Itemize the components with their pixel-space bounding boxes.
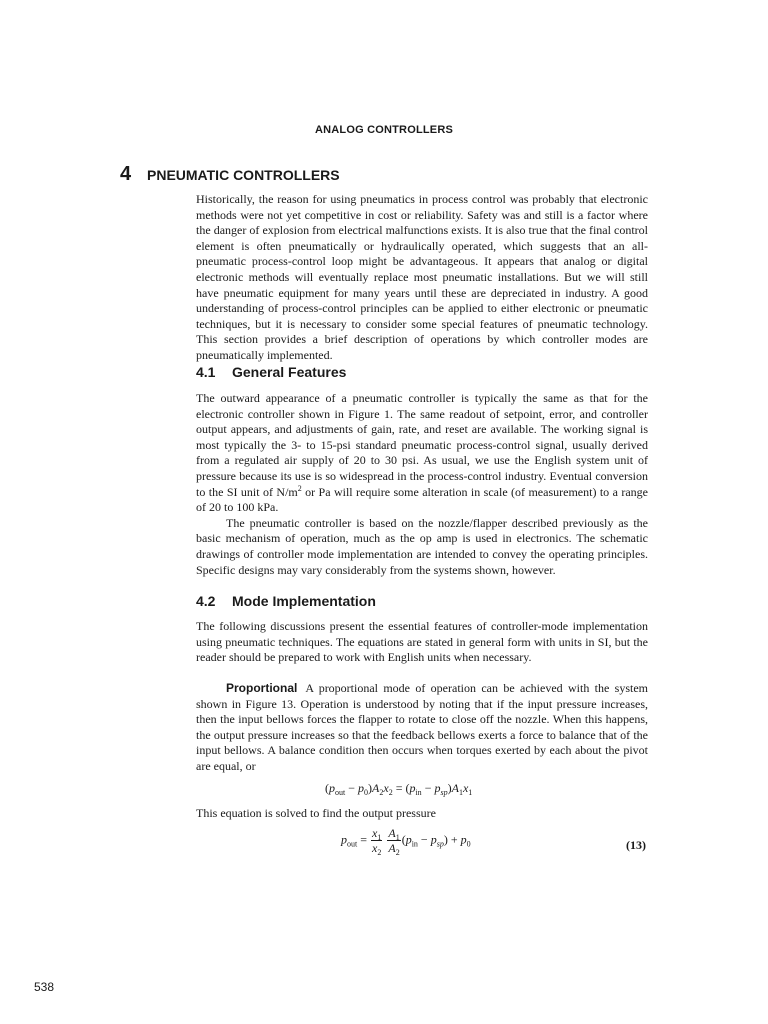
subsection-title: Mode Implementation [232, 593, 376, 609]
proportional-paragraph: Proportional A proportional mode of operation can be achieved with the system shown in Figure 13. Operation is understood by noting that if the input pressure increases, then the input bellows forces the flapper to rotate to close off the nozzle. When this happens, the output pressure increases so that the feedback bellows exerts a force to balance that of the input bellows. A balance condition then occurs when torques exerted by each about the pivot are equal, or [196, 681, 648, 773]
solve-sentence: This equation is solved to find the output pressure [196, 806, 436, 820]
subsection-heading-mode-implementation [196, 593, 376, 609]
section-title: PNEUMATIC CONTROLLERS [147, 167, 340, 183]
intro-paragraph: Historically, the reason for using pneumatics in process control was probably that electronic methods were not yet competitive in cost or reliability. Safety was and still is a factor where the danger of explosion from electrical malfunctions exists. It is also true that the final control element is often pneumatically or hydraulically operated, which suggests that an all-pneumatic process-control loop might be advantageous. It appears that analog or digital electronic methods will eventually replace most pneumatic installations. But we will still have pneumatic equipment for many years until these are depreciated in industry. A good understanding of process-control principles can be applied to either electronic or pneumatic techniques, but it is necessary to consider some special features of pneumatic technology. This section provides a brief description of operations by which controller modes are pneumatically implemented. [196, 192, 648, 362]
subsection-title: General Features [232, 364, 347, 380]
section-heading [120, 163, 340, 186]
subsection-number: 4.1 [196, 364, 216, 380]
general-features-body [196, 391, 648, 578]
fraction-a: $\frac{A_1}{A_2}$ [388, 826, 400, 857]
general-features-paragraph-2: The pneumatic controller is based on the nozzle/flapper described previously as the basic mechanism of operation, much as the op amp is used in electronics. The schematic drawings of controller mode implementation are intended to convey the operating principles. Specific designs may vary considerably from the systems shown, however. [196, 515, 648, 577]
output-pressure-equation: $p_{out}$ = $\frac{x_1}{x_2}$ $\frac{A_1}{A_2}$ $(p_{in} - p_{sp}) + p_0$ [341, 826, 471, 857]
fraction-x: $\frac{x_1}{x_2}$ [372, 826, 382, 857]
mode-implementation-paragraph-1: The following discussions present the essential features of controller-mode implementation using pneumatic techniques. The equations are stated in general form with units in SI, but the reader should be prepared to work with English units when necessary. [196, 619, 648, 665]
subsection-number: 4.2 [196, 593, 216, 609]
solve-line [196, 806, 648, 822]
run-in-heading-proportional: Proportional [226, 681, 298, 695]
section-intro [196, 192, 648, 364]
torque-balance-equation: $(p_{out} - p_0)A_2x_2 = (p_{in} - p_{sp})A_1x_1$ [325, 781, 473, 797]
running-head: ANALOG CONTROLLERS [314, 124, 454, 136]
equation-number: (13) [626, 838, 646, 852]
section-number: 4 [120, 163, 132, 185]
proportional-body [196, 681, 648, 775]
mode-implementation-body [196, 619, 648, 666]
general-features-paragraph-1: The outward appearance of a pneumatic controller is typically the same as that for the electronic controller shown in Figure 1. The same readout of setpoint, error, and controller output appears, and adjustments of gain, rate, and reset are available. The working signal is most typically the 3- to 15-psi standard pneumatic process-control signal, usually derived from a regulated air supply of 20 to 30 psi. As usual, we use the English system unit of pressure because its use is so widespread in the process-control industry. Eventual conversion to the SI unit of $N/m^2$ or Pa will require some alteration in scale (of measurement) to a range of 20 to 100 kPa. [196, 391, 648, 515]
subsection-heading-general-features [196, 364, 346, 380]
page-number: 538 [34, 980, 55, 994]
